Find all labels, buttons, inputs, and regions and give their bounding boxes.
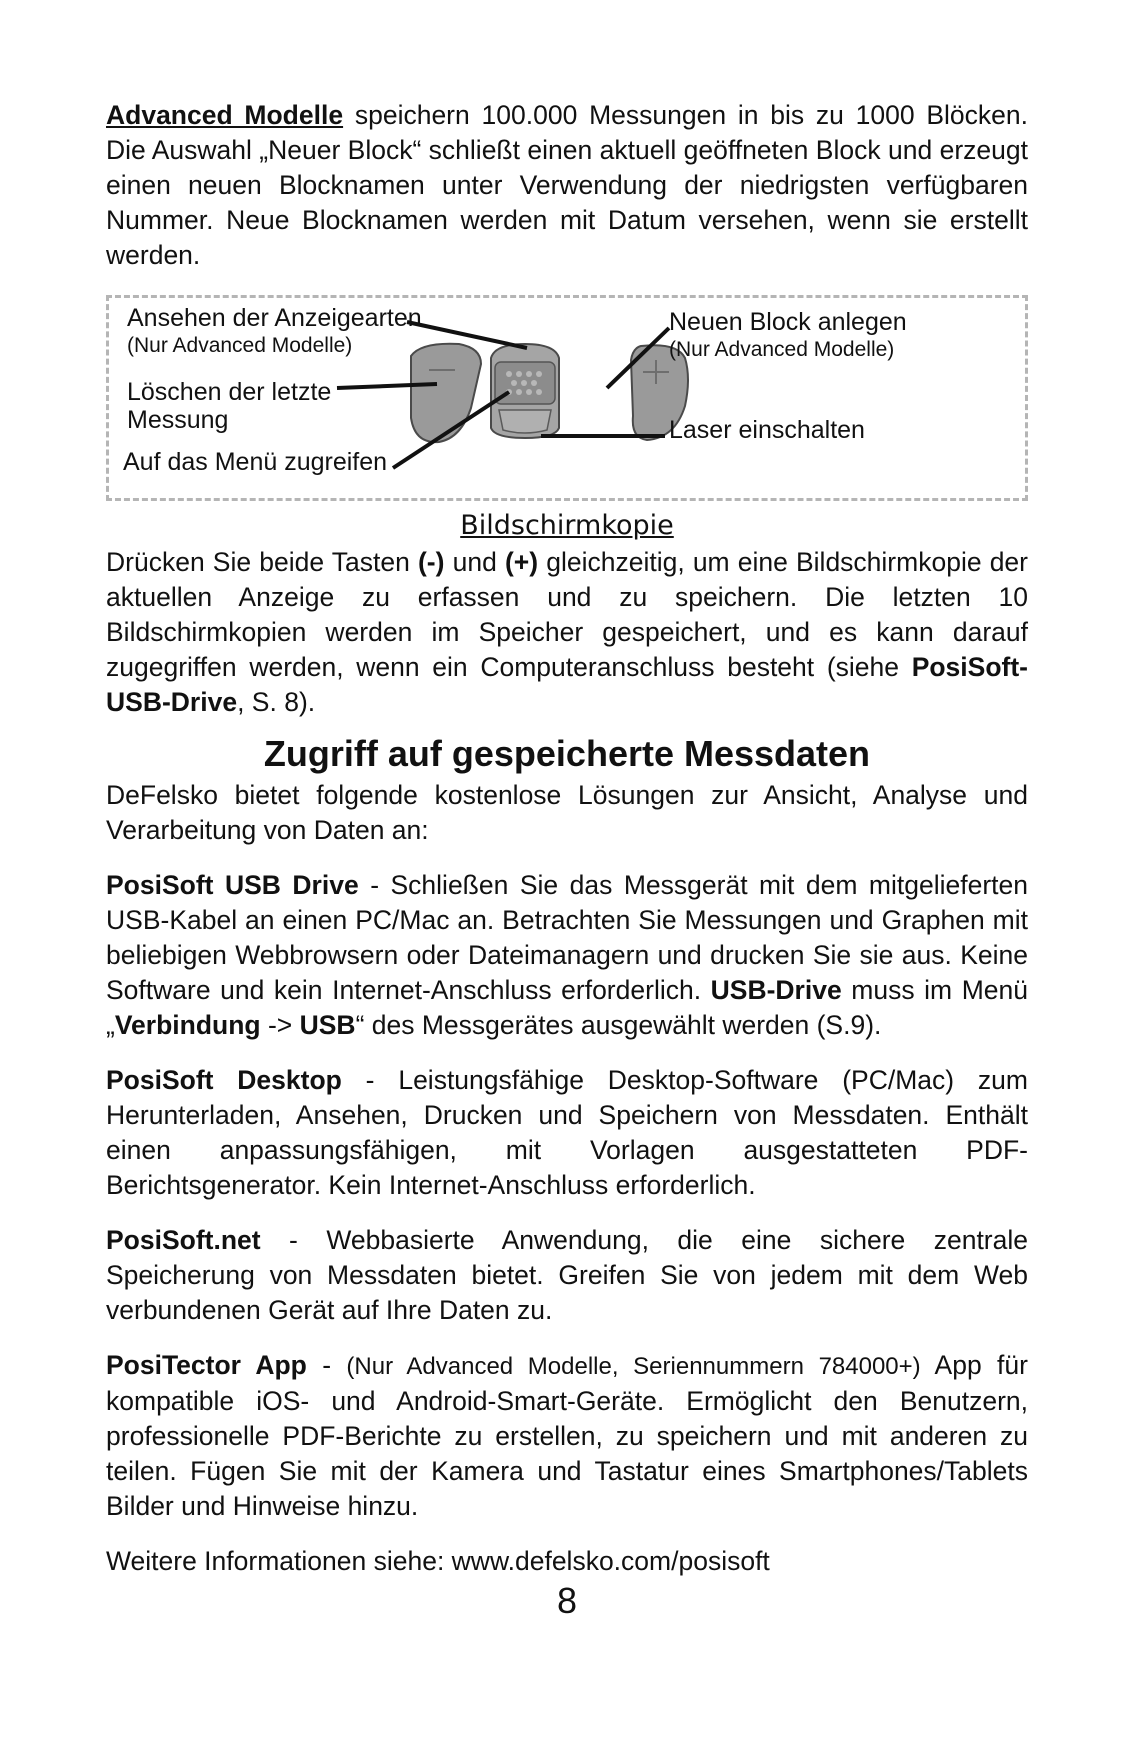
manual-page	[106, 98, 1028, 1621]
advanced-models-term: Advanced Modelle	[106, 100, 344, 130]
intro-paragraph	[106, 98, 1028, 273]
desktop-paragraph: PosiSoft Desktop - Leistungsfähige Desktop-Software (PC/Mac) zum Herunterladen, Ansehen, Drucken und Speichern von Messdaten. Enthält einen anpassungsfähigen, mit Vorlagen ausgestatteten PDF-Berichtsgenerator. Kein Internet-Anschluss erforderlich.	[106, 1065, 1028, 1200]
usb-drive-reference: PosiSoft-USB-Drive	[106, 652, 1028, 717]
page-number: 8	[556, 1580, 578, 1621]
section-title: Zugriff auf gespeicherte Messdaten	[263, 733, 871, 774]
access-intro: DeFelsko bietet folgende kostenlose Lösungen zur Ansicht, Analyse und Verarbeitung von Daten an:	[106, 780, 1028, 845]
posisoft-net-paragraph: PosiSoft.net - Webbasierte Anwendung, die eine sichere zentrale Speicherung von Messdaten bietet. Greifen Sie von jedem mit dem Web verbundenen Gerät auf Ihre Daten zu.	[106, 1225, 1028, 1325]
screenshot-heading: Bildschirmkopie	[460, 510, 674, 541]
usb-drive-paragraph: PosiSoft USB Drive - Schließen Sie das Messgerät mit dem mitgelieferten USB-Kabel an einen PC/Mac an. Betrachten Sie Messungen und Graphen mit beliebigen Webbrowsern oder Dateimanagern und drucken Sie sie aus. Keine Software und kein Internet-Anschluss erforderlich. USB-Drive muss im Menü „Verbindung -> USB“ des Messgerätes ausgewählt werden (S.9).	[106, 870, 1028, 1040]
button-diagram	[106, 295, 1028, 501]
label-new-block: Neuen Block anlegen (Nur Advanced Modelle)	[669, 308, 907, 361]
app-paragraph: PosiTector App - (Nur Advanced Modelle, Seriennummern 784000+) App für kompatible iOS- und Android-Smart-Geräte. Ermöglicht den Benutzern, professionelle PDF-Berichte zu erstellen, zu speichern und mit anderen zu teilen. Fügen Sie mit der Kamera und Tastatur eines Smartphones/Tablets Bilder und Hinweise hinzu.	[106, 1350, 1028, 1521]
label-laser: Laser einschalten	[669, 416, 865, 444]
intro-text: speichern 100.000 Messungen in bis zu 1000 Blöcken. Die Auswahl „Neuer Block“ schließt einen aktuell geöffneten Block und erzeugt einen neuen Blocknamen unter Verwendung der niedrigsten verfügbaren Nummer. Neue Blocknamen werden mit Datum versehen, wenn sie erstellt werden.	[106, 100, 1028, 270]
screenshot-paragraph: Drücken Sie beide Tasten (-) und (+) gleichzeitig, um eine Bildschirmkopie der aktuellen Anzeige zu erfassen und zu speichern. Die letzten 10 Bildschirmkopien werden im Speicher gespeichert, und es kann darauf zugegriffen werden, wenn ein Computeranschluss besteht (siehe PosiSoft-USB-Drive, S. 8).	[106, 547, 1028, 717]
label-delete-last: Löschen der letzte Messung	[127, 378, 332, 434]
label-view-modes: Ansehen der Anzeigearten (Nur Advanced Modelle)	[127, 304, 422, 357]
label-menu-access: Auf das Menü zugreifen	[123, 448, 388, 476]
more-info-line: Weitere Informationen siehe: www.defelsko.com/posisoft	[106, 1546, 770, 1576]
leader-view-modes	[407, 322, 527, 348]
